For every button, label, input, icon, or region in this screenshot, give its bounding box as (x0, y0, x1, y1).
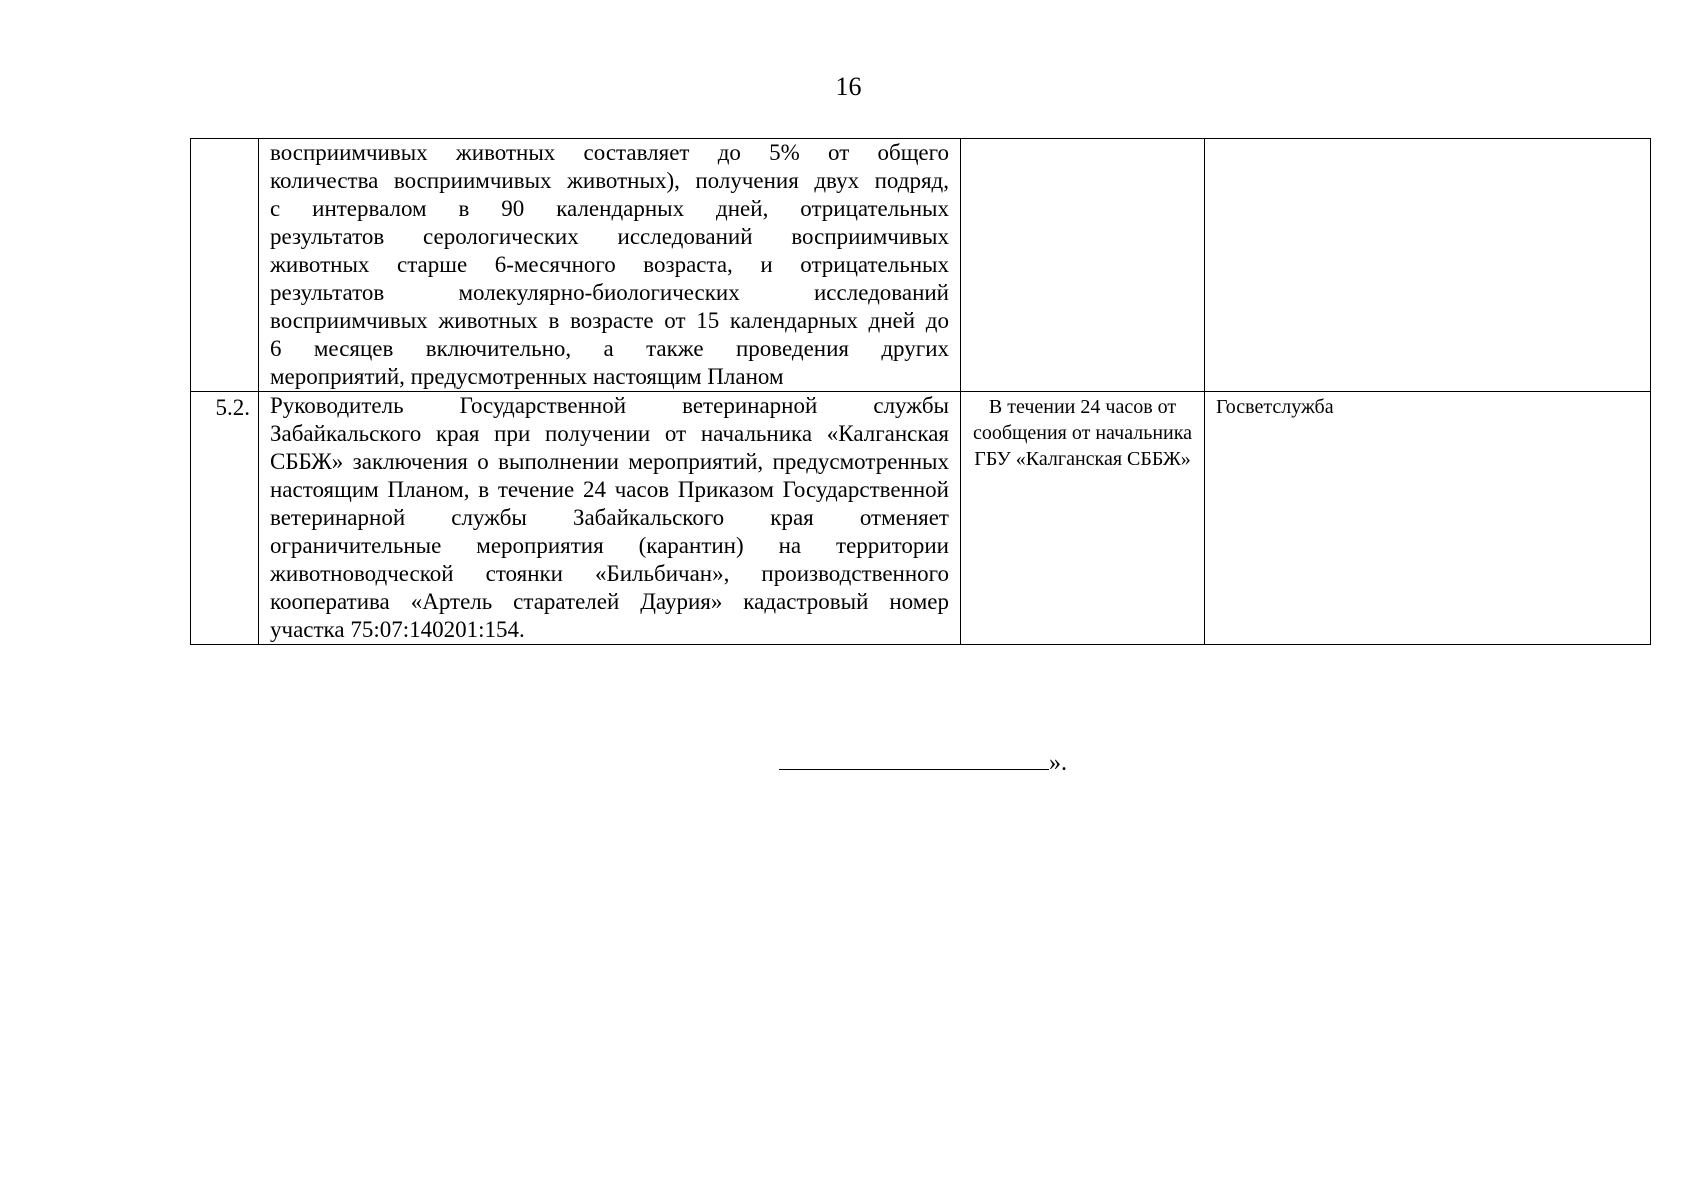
text-line: Забайкальского края при получении от начальника «Калганская (270, 421, 949, 446)
text-line: ограничительные мероприятия (карантин) на территории (270, 533, 949, 558)
table-row (191, 139, 1651, 392)
text-line: кооператива «Артель старателей Даурия» кадастровый номер (270, 589, 949, 614)
page-number: 16 (835, 72, 862, 101)
responsible-cell: Госветслужба (1205, 392, 1651, 645)
text-line: восприимчивых животных составляет до 5% от общего (270, 140, 949, 165)
text-line: количества восприимчивых животных), получения двух подряд, (270, 168, 949, 193)
text-line: животных старше 6-месячного возраста, и отрицательных (270, 252, 949, 277)
text-line: Руководитель Государственной ветеринарной службы (270, 393, 949, 418)
text-line: настоящим Планом, в течение 24 часов Приказом Государственной (270, 477, 949, 502)
measure-description-cell (259, 139, 961, 392)
closing-line (779, 745, 1067, 778)
text-line: животноводческой стоянки «Бильбичан», производственного (270, 561, 949, 586)
separator-line (779, 745, 1049, 770)
plan-table (190, 138, 1651, 645)
responsible-cell (1205, 139, 1651, 392)
text-line: результатов молекулярно-биологических исследований (270, 280, 949, 305)
table-row (191, 392, 1651, 645)
text-line: СББЖ» заключения о выполнении мероприятий, предусмотренных (270, 449, 949, 474)
row-number-cell (191, 139, 259, 392)
term-cell (961, 139, 1205, 392)
text-line: с интервалом в 90 календарных дней, отрицательных (270, 196, 949, 221)
text-line: 6 месяцев включительно, а также проведения других (270, 336, 949, 361)
row-number-cell: 5.2. (191, 392, 259, 645)
text-line: восприимчивых животных в возрасте от 15 календарных дней до (270, 308, 949, 333)
text-line: результатов серологических исследований восприимчивых (270, 224, 949, 249)
closing-quote: ». (1049, 750, 1067, 776)
text-line: мероприятий, предусмотренных настоящим Планом (270, 364, 784, 389)
text-line: ветеринарной службы Забайкальского края отменяет (270, 505, 949, 530)
measure-description-cell (259, 392, 961, 645)
text-line: участка 75:07:140201:154. (270, 617, 525, 642)
term-cell: В течении 24 часов от сообщения от начальника ГБУ «Калганская СББЖ» (961, 392, 1205, 645)
